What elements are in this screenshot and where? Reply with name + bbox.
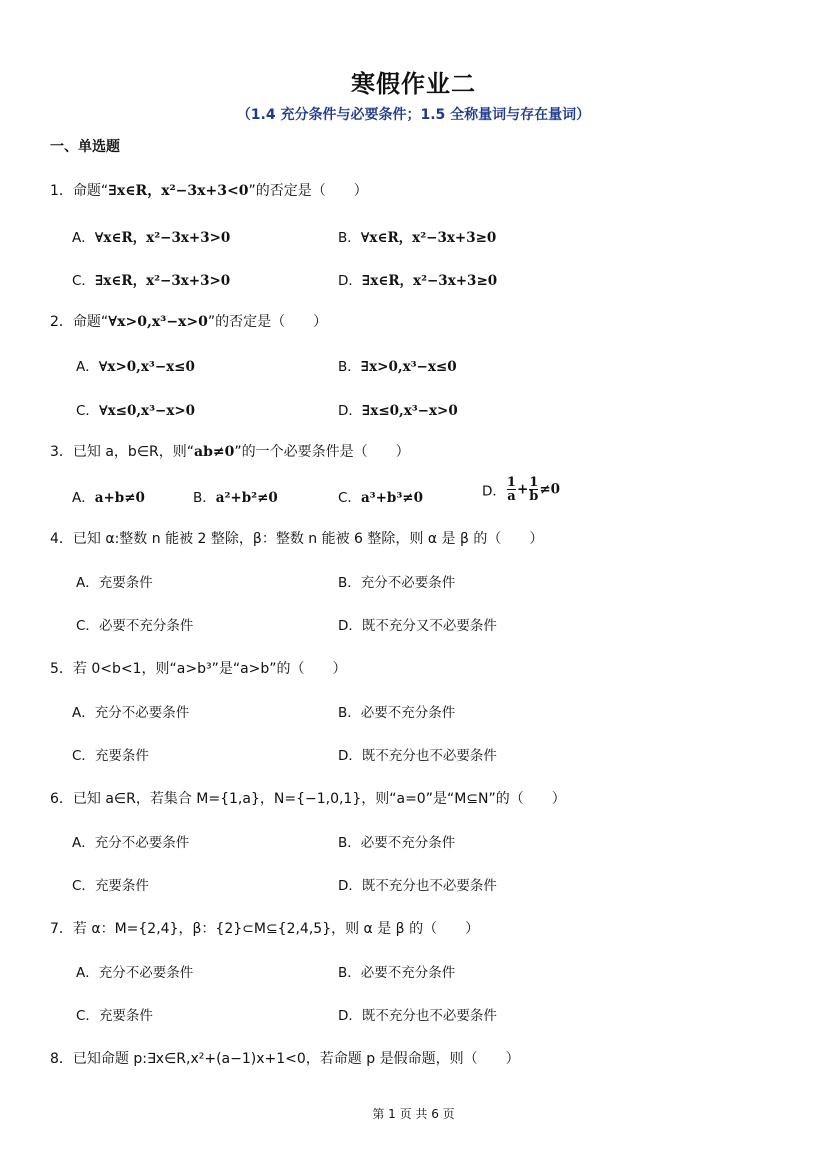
q5-option-a: A．充分不必要条件 [72, 705, 190, 721]
question-5: 5．若 0<b<1，则“a>b³”是“a>b”的（ ） [50, 661, 347, 677]
q1-option-d: D．∃x∈R，x²−3x+3≥0 [338, 273, 498, 289]
q3-option-d: D． $\frac{1}{a}$ + $\frac{1}{b}$ ≠0 [482, 475, 561, 504]
document-title: 寒假作业二 [351, 70, 476, 98]
q2-option-d: D．∃x≤0,x³−x>0 [338, 403, 458, 419]
question-1: 1．命题“∃x∈R，x²−3x+3<0”的否定是（ ） [50, 183, 368, 199]
q4-option-d: D．既不充分又不必要条件 [338, 618, 497, 634]
q1-option-b: B．∀x∈R，x²−3x+3≥0 [338, 230, 497, 246]
q5-option-c: C．充要条件 [72, 748, 149, 764]
q7-option-d: D．既不充分也不必要条件 [338, 1008, 497, 1024]
q1-option-a: A．∀x∈R，x²−3x+3>0 [72, 230, 231, 246]
q4-option-c: C．必要不充分条件 [76, 618, 194, 634]
question-4: 4．已知 α:整数 n 能被 2 整除，β：整数 n 能被 6 整除，则 α 是 β 的（ ） [50, 531, 544, 547]
q4-option-a: A．充要条件 [76, 575, 153, 591]
page-footer: 第 1 页 共 6 页 [372, 1107, 455, 1121]
question-6: 6．已知 a∈R，若集合 M={1,a}，N={−1,0,1}，则“a=0”是“M⊆N”的（ ） [50, 791, 566, 807]
q7-option-b: B．必要不充分条件 [338, 965, 456, 981]
q5-option-b: B．必要不充分条件 [338, 705, 456, 721]
q2-option-c: C．∀x≤0,x³−x>0 [76, 403, 196, 419]
q3-option-c: C．a³+b³≠0 [338, 490, 423, 506]
q6-option-d: D．既不充分也不必要条件 [338, 878, 497, 894]
q3-option-b: B．a²+b²≠0 [193, 490, 278, 506]
q5-option-d: D．既不充分也不必要条件 [338, 748, 497, 764]
q3-option-a: A．a+b≠0 [72, 490, 145, 506]
question-7: 7．若 α：M={2,4}，β：{2}⊂M⊆{2,4,5}，则 α 是 β 的（ ） [50, 921, 480, 937]
q1-option-c: C．∃x∈R，x²−3x+3>0 [72, 273, 231, 289]
q2-option-b: B．∃x>0,x³−x≤0 [338, 359, 457, 375]
q7-option-a: A．充分不必要条件 [76, 965, 194, 981]
document-subtitle: （1.4 充分条件与必要条件；1.5 全称量词与存在量词） [236, 107, 591, 123]
q6-option-b: B．必要不充分条件 [338, 835, 456, 851]
section-heading: 一、单选题 [50, 139, 120, 155]
q4-option-b: B．充分不必要条件 [338, 575, 456, 591]
q7-option-c: C．充要条件 [76, 1008, 153, 1024]
q6-option-c: C．充要条件 [72, 878, 149, 894]
q6-option-a: A．充分不必要条件 [72, 835, 190, 851]
q2-option-a: A．∀x>0,x³−x≤0 [76, 359, 195, 375]
question-3: 3．已知 a，b∈R，则“ab≠0”的一个必要条件是（ ） [50, 444, 410, 460]
question-8: 8．已知命题 p:∃x∈R,x²+(a−1)x+1<0，若命题 p 是假命题，则（ ） [50, 1051, 520, 1067]
question-2: 2．命题“∀x>0,x³−x>0”的否定是（ ） [50, 314, 328, 330]
